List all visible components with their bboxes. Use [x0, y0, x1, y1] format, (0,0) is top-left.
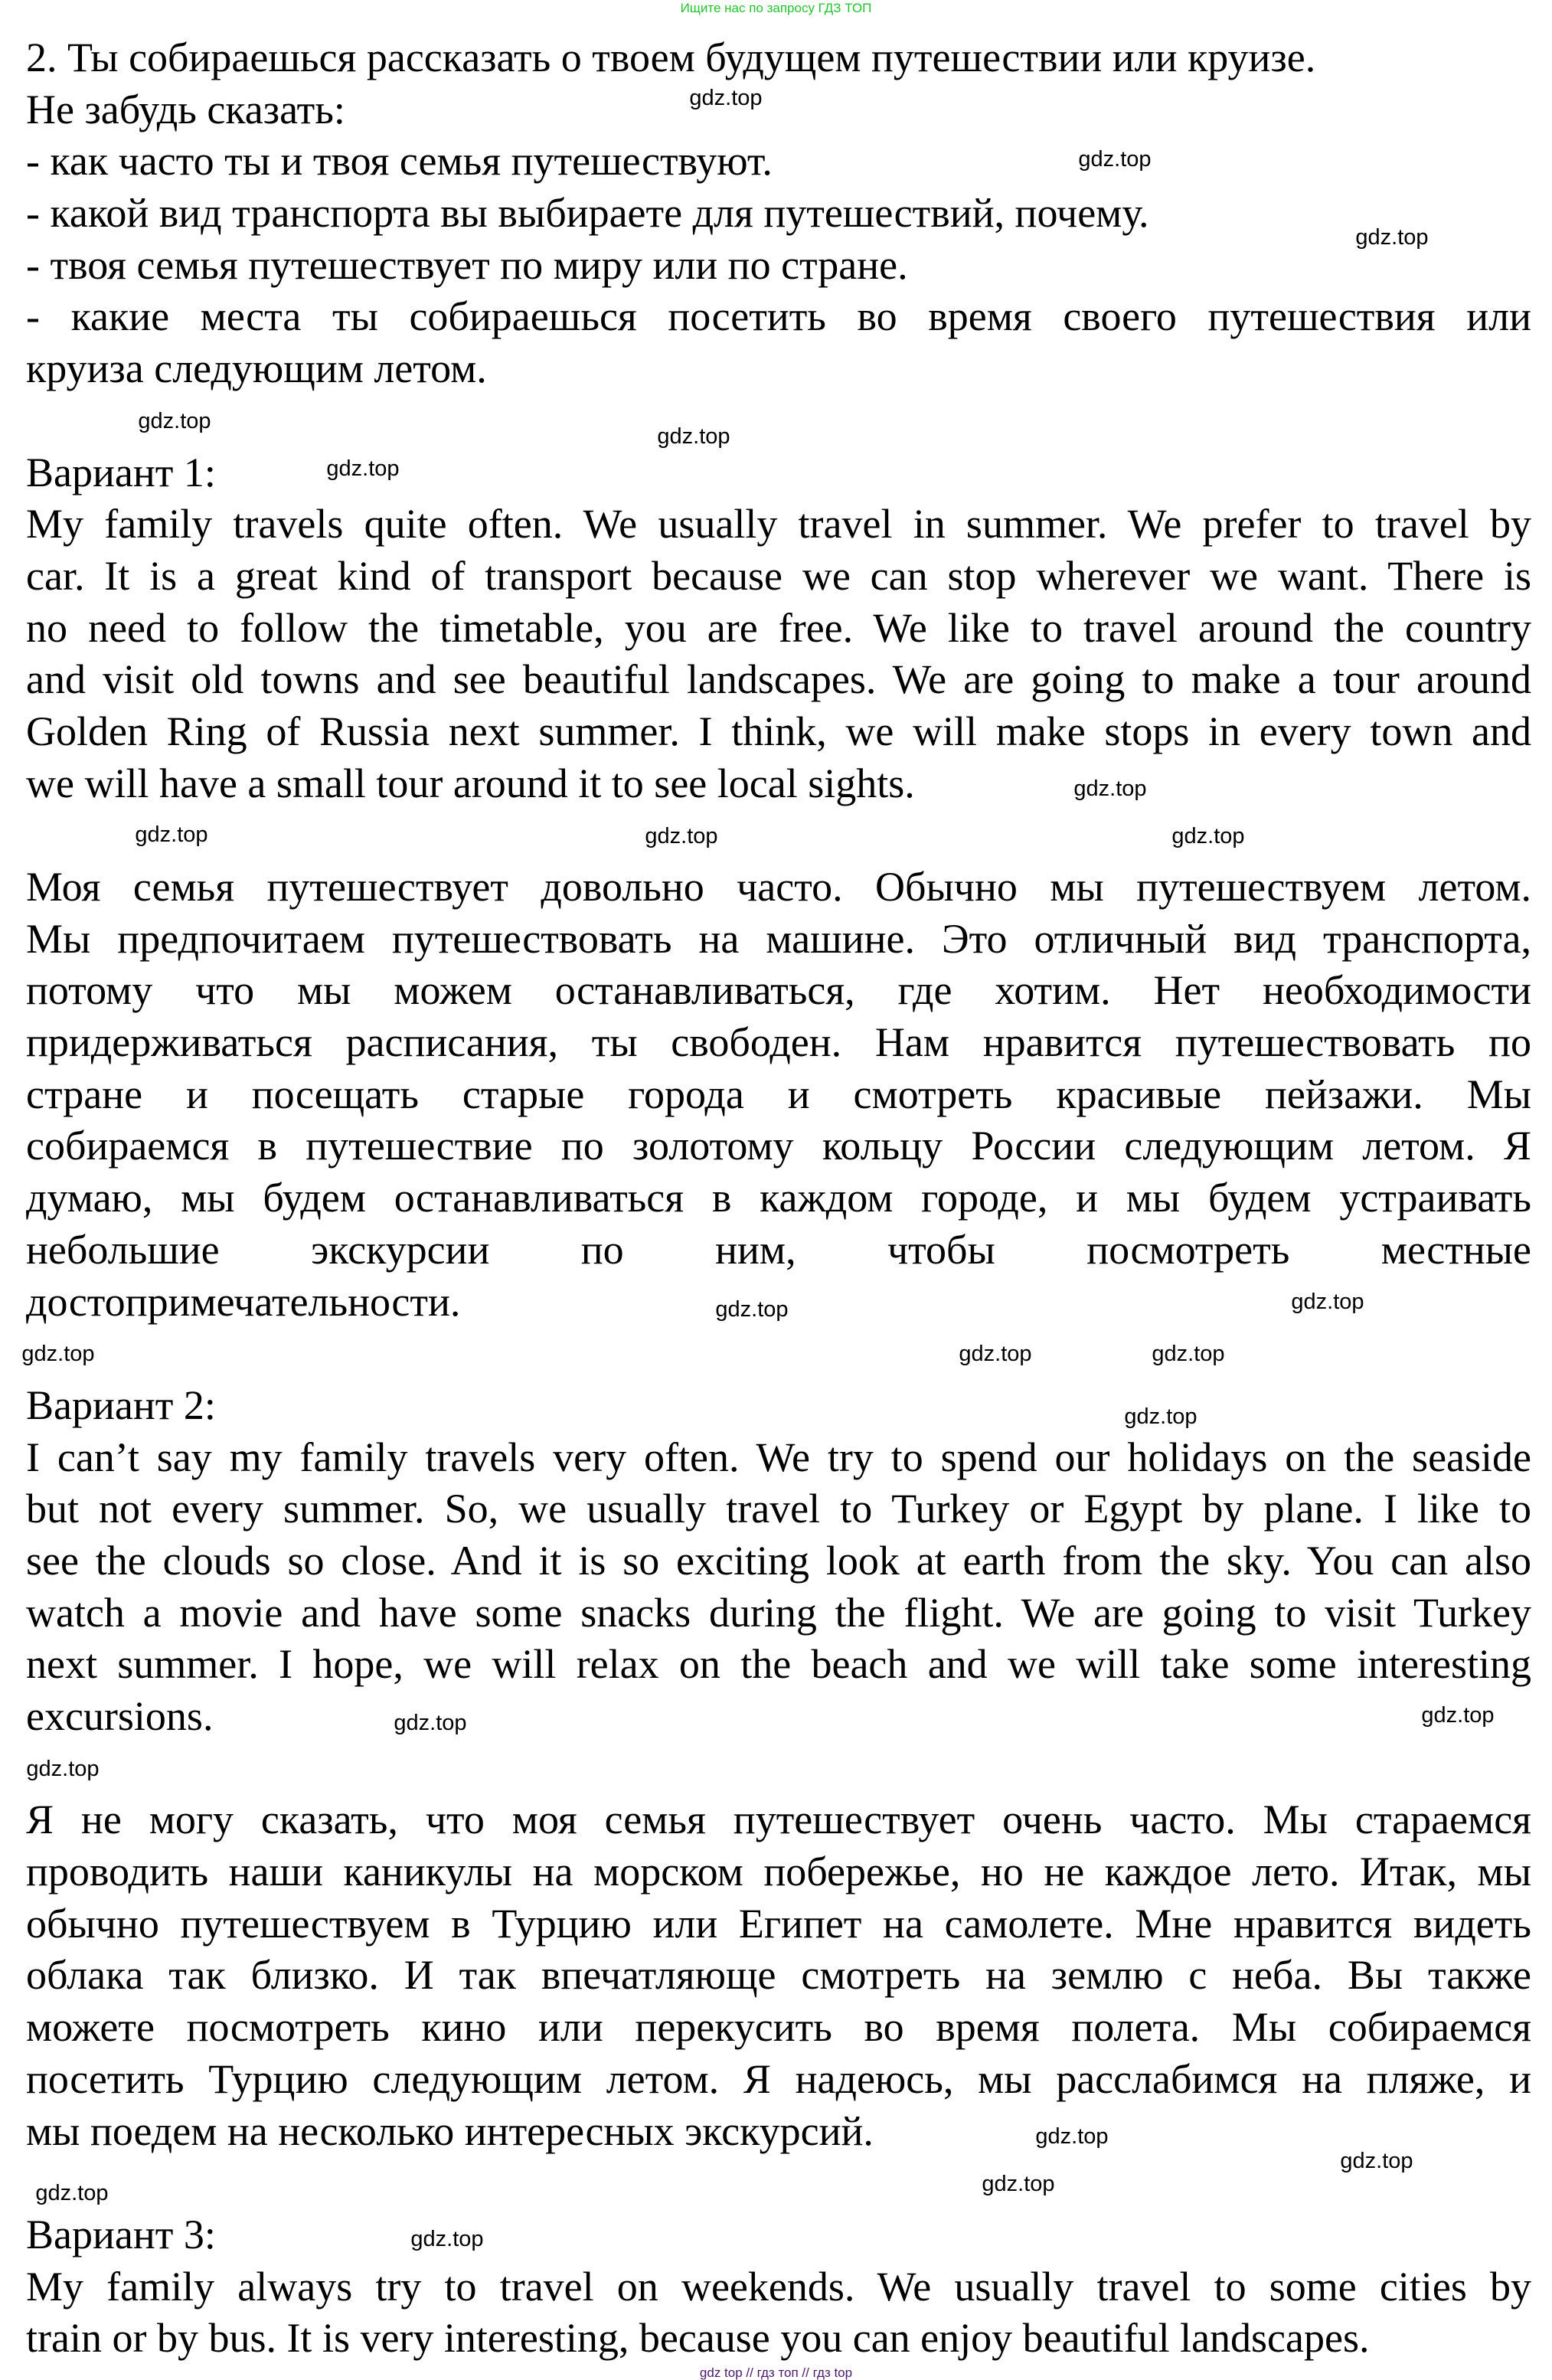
text-line: достопримечательности. — [26, 1278, 461, 1325]
blank-line — [26, 395, 1531, 447]
watermark: gdz.top — [689, 86, 763, 110]
watermark: gdz.top — [135, 822, 208, 847]
text-line: посетить Турцию следующим летом. Я надеюсь, мы расслабимся на пляже, и — [26, 2055, 1531, 2102]
paragraph — [26, 32, 1531, 84]
watermark: gdz.top — [394, 1711, 467, 1735]
text-line: потому что мы можем останавливаться, где хотим. Нет необходимости — [26, 967, 1531, 1014]
text-line: мы поедем на несколько интересных экскурсий. — [26, 2107, 874, 2154]
paragraph — [26, 2209, 1531, 2261]
paragraph — [26, 1380, 1531, 1432]
watermark: gdz.top — [1152, 1342, 1225, 1366]
text-line: but not every summer. So, we usually travel to Turkey or Egypt by plane. I like to — [26, 1486, 1531, 1532]
watermark: gdz.top — [1073, 776, 1147, 801]
blank-line — [26, 809, 1531, 861]
text-line: watch a movie and have some snacks during the flight. We are going to visit Turkey — [26, 1589, 1531, 1636]
paragraph — [26, 291, 1531, 394]
text-line: проводить наши каникулы на морском побережье, но не каждое лето. Итак, мы — [26, 1849, 1531, 1895]
paragraph — [26, 240, 1531, 292]
exercise-text — [26, 32, 1531, 2365]
text-line: обычно путешествуем в Турцию или Египет на самолете. Мне нравится видеть — [26, 1900, 1531, 1947]
paragraph — [26, 1794, 1531, 2157]
text-line: My family always try to travel on weekends. We usually travel to some cities by — [26, 2263, 1531, 2310]
text-line: - как часто ты и твоя семья путешествуют. — [26, 138, 773, 185]
text-line: Вариант 2: — [26, 1381, 216, 1428]
text-line: думаю, мы будем останавливаться в каждом городе, и мы будем устраивать — [26, 1175, 1531, 1221]
text-line: no need to follow the timetable, you are free. We like to travel around the country — [26, 604, 1531, 651]
text-line: My family travels quite often. We usually travel in summer. We prefer to travel by — [26, 501, 1531, 548]
text-line: Моя семья путешествует довольно часто. Обычно мы путешествуем летом. — [26, 864, 1531, 910]
text-line: круиза следующим летом. — [26, 345, 487, 392]
blank-line — [26, 1328, 1531, 1380]
watermark: gdz.top — [1340, 2149, 1413, 2173]
text-line: Вариант 1: — [26, 449, 216, 495]
watermark: gdz.top — [21, 1342, 95, 1366]
text-line: стране и посещать старые города и смотреть красивые пейзажи. Мы — [26, 1071, 1531, 1117]
text-line: придерживаться расписания, ты свободен. Нам нравится путешествовать по — [26, 1019, 1531, 1066]
text-line: see the clouds so close. And it is so exciting look at earth from the sky. You can also — [26, 1537, 1531, 1584]
text-line: Вариант 3: — [26, 2211, 216, 2257]
watermark: gdz.top — [26, 1757, 100, 1781]
text-line: Не забудь сказать: — [26, 86, 345, 132]
text-line: собираемся в путешествие по золотому кольцу России следующим летом. Я — [26, 1123, 1531, 1169]
watermark: gdz.top — [1078, 147, 1152, 172]
watermark: gdz.top — [1291, 1290, 1364, 1314]
watermark: gdz.top — [1421, 1703, 1495, 1728]
watermark: gdz.top — [1355, 225, 1429, 250]
search-hint-banner: Ищите нас по запросу ГДЗ ТОП — [680, 1, 872, 15]
paragraph — [26, 84, 1531, 136]
text-line: car. It is a great kind of transport because we can stop wherever we want. There is — [26, 552, 1531, 599]
text-line: можете посмотреть кино или перекусить во время полета. Мы собираемся — [26, 2004, 1531, 2051]
text-line: Я не могу сказать, что моя семья путешествует очень часто. Мы стараемся — [26, 1796, 1531, 1843]
watermark: gdz.top — [326, 456, 400, 481]
text-line: we will have a small tour around it to see local sights. — [26, 760, 915, 806]
text-line: - какие места ты собираешься посетить во время своего путешествия или — [26, 293, 1531, 340]
text-line: - какой вид транспорта вы выбираете для путешествий, почему. — [26, 190, 1149, 237]
text-line: excursions. — [26, 1693, 214, 1739]
text-line: 2. Ты собираешься рассказать о твоем будущем путешествии или круизе. — [26, 34, 1316, 80]
watermark: gdz.top — [1171, 824, 1245, 848]
watermark: gdz.top — [982, 2172, 1055, 2196]
blank-line — [26, 2157, 1531, 2209]
blank-line — [26, 1743, 1531, 1795]
paragraph — [26, 136, 1531, 188]
watermark: gdz.top — [35, 2181, 109, 2205]
text-line: - твоя семья путешествует по миру или по стране. — [26, 241, 908, 288]
paragraph — [26, 447, 1531, 499]
paragraph — [26, 499, 1531, 809]
text-line: I can’t say my family travels very often. We try to spend our holidays on the seaside — [26, 1434, 1531, 1480]
watermark: gdz.top — [1035, 2124, 1109, 2149]
watermark: gdz.top — [959, 1342, 1032, 1366]
text-line: and visit old towns and see beautiful landscapes. We are going to make a tour around — [26, 656, 1531, 703]
watermark: gdz.top — [410, 2227, 484, 2251]
watermark: gdz.top — [138, 409, 211, 433]
text-line: небольшие экскурсии по ним, чтобы посмотреть местные — [26, 1226, 1531, 1273]
watermark: gdz.top — [715, 1297, 789, 1322]
watermark: gdz.top — [657, 424, 730, 449]
watermark: gdz.top — [1124, 1404, 1197, 1429]
text-line: облака так близко. И так впечатляюще смотреть на землю с неба. Вы также — [26, 1952, 1531, 1999]
paragraph — [26, 188, 1531, 240]
text-line: Golden Ring of Russia next summer. I think, we will make stops in every town and — [26, 708, 1531, 754]
text-line: next summer. I hope, we will relax on the beach and we will take some interesting — [26, 1641, 1531, 1688]
watermark: gdz.top — [645, 824, 718, 848]
paragraph — [26, 1432, 1531, 1743]
text-line: Мы предпочитаем путешествовать на машине. Это отличный вид транспорта, — [26, 915, 1531, 962]
footer-links[interactable]: gdz top // гдз топ // гдз top — [699, 2365, 853, 2380]
paragraph — [26, 2261, 1531, 2365]
text-line: train or by bus. It is very interesting, because you can enjoy beautiful landscapes. — [26, 2315, 1370, 2362]
paragraph — [26, 861, 1531, 1328]
